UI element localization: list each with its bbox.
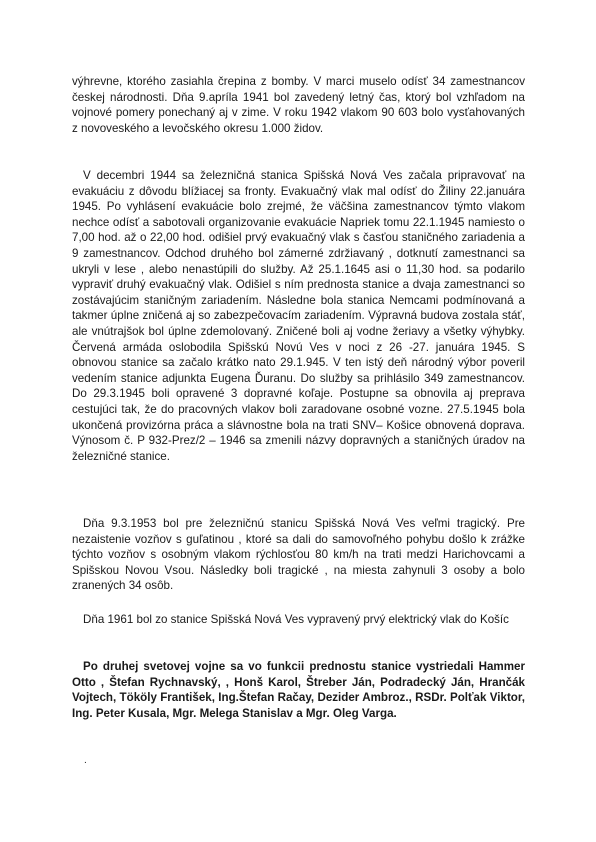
paragraph-station-masters: Po druhej svetovej vojne sa vo funkcii prednostu stanice vystriedali Hammer Otto , Štefan Rychnavský, , Honš Karol, Štreber Ján, Podradecký Ján, Hrančák Vojtech, Tököly František, Ing.Štefan Račay, Dezider Ambroz., RSDr. Polťak Viktor, Ing. Peter Kusala, Mgr. Melega Stanislav a Mgr. Oleg Varga.: [72, 660, 525, 720]
paragraph-evacuation-1944: V decembri 1944 sa železničná stanica Spišská Nová Ves začala pripravovať na evakuáciu z dôvodu blížiacej sa fronty. Evakuačný vlak mal odísť do Žiliny 22.januára 1945. Po vyhlásení evakuácie bolo zrejmé, že väčšina zamestnancov týmto vlakom nechce odísť a sabotovali organizovanie evakuácie Napriek tomu 22.1.1945 namiesto o 7,00 hod. až o 22,00 hod. odišiel prvý evakuačný vlak s časťou staničného zariadenia a 9 zamestnancov. Odchod druhého bol zámerné zdržiavaný , dotknutí zamestnanci sa ukryli v lese , alebo nenastúpili do služby. Až 25.1.1645 asi o 11,30 hod. sa podarilo vypraviť druhý evakuačný vlak. Odišiel s ním prednosta stanice a dvaja zamestnanci so zostávajúcim staničným zariadením. Následne bola stanica Nemcami podmínovaná a takmer úplne zničená aj so zabezpečovacím zariadením. Výpravná budova zostala stáť, ale vnútrajšok bol úplne zdemolovaný. Zničené boli aj vodne žeriavy a všetky výhybky. Červená armáda oslobodila Spišskú Novú Ves v noci z 26 -27. januára 1945. S obnovou stanice sa začalo krátko nato 29.1.945. V ten istý deň národný výbor poveril vedením stanice adjunkta Eugena Ďuranu. Do služby sa prihlásilo 349 zamestnancov. Do 29.3.1945 boli opravené 3 dopravné koľaje. Postupne sa obnovila aj preprava cestujúci tak, že do pracovných vlakov boli zaradovane osobné vozne. 27.5.1945 bola ukončená provizórna práca a slávnostne bola na trati SNV– Košice obnovená doprava. Výnosom č. P 932-Prez/2 – 1946 sa zmenili názvy dopravných a staničných úradov na železničné stanice.: [72, 169, 525, 463]
paragraph-war-events: výhrevne, ktorého zasiahla črepina z bomby. V marci muselo odísť 34 zamestnancov českej národnosti. Dňa 9.apríla 1941 bol zavedený letný čas, ktorý bol vzhľadom na vojnové pomery ponechaný aj v zime. V roku 1942 vlakom 90 603 bolo vysťahovaných z novoveského a levočského okresu 1.000 židov.: [72, 75, 525, 135]
paragraph-accident-1953: Dňa 9.3.1953 bol pre železničnú stanicu Spišská Nová Ves veľmi tragický. Pre nezaistenie vozňov s guľatinou , ktoré sa dali do samovoľného pohybu došlo k zrážke týchto vozňov s osobným vlakom rýchlosťou 80 km/h na trati medzi Harichovcami a Spišskou Novou Vsou. Následky boli tragické , na miesta zahynuli 3 osoby a bolo zranených 34 osôb.: [72, 517, 525, 593]
paragraph-electric-train-1961: Dňa 1961 bol zo stanice Spišská Nová Ves vypravený prvý elektrický vlak do Košíc: [83, 613, 509, 626]
trailing-mark: .: [84, 755, 87, 766]
